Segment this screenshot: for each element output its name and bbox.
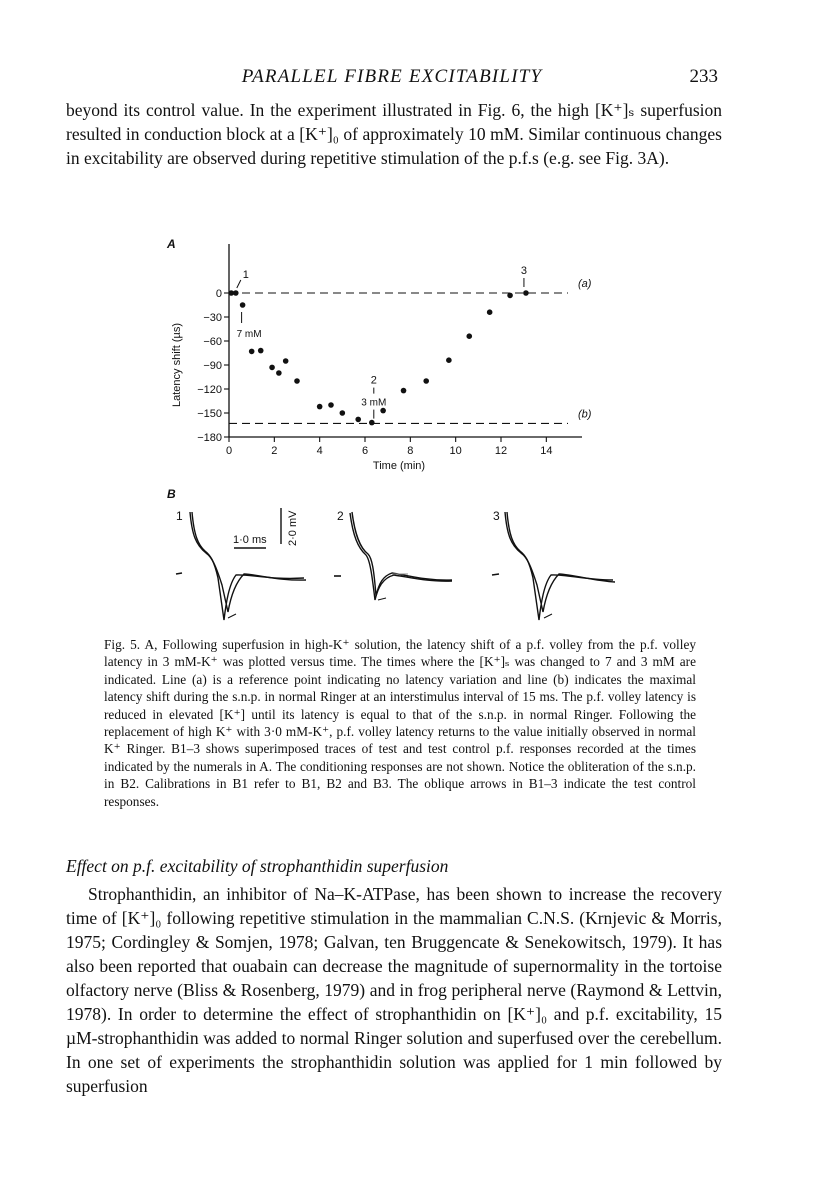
data-point — [317, 404, 323, 410]
panel-b-label: B — [167, 487, 176, 501]
section-heading: Effect on p.f. excitability of strophanthidin superfusion — [66, 856, 449, 876]
trace-label: 2 — [337, 509, 344, 523]
y-axis-label: Latency shift (µs) — [171, 323, 183, 407]
x-tick-label: 8 — [407, 445, 414, 457]
data-point — [258, 348, 264, 354]
data-point — [340, 410, 346, 416]
test-trace — [507, 512, 613, 620]
data-point — [269, 365, 275, 371]
oblique-arrow — [544, 614, 552, 618]
data-point — [240, 302, 246, 308]
data-point — [294, 378, 300, 384]
panel-a-label: A — [167, 237, 176, 251]
stimulus-artifact — [492, 574, 499, 575]
data-point — [249, 349, 255, 355]
body-paragraph: Strophanthidin, an inhibitor of Na–K-ATPase, has been shown to increase the recovery time of [K⁺]₀ following repetitive stimulation in the mammalian C.N.S. (Krnjevic & Morris, 1975; Cordingley & Somjen, 1978; Galvan, ten Bruggencate & Senekowitsch, 1979). It has also been reported that ouabain can decrease the magnitude of supernormality in the tortoise olfactory nerve (Bliss & Rosenberg, 1979) and in frog peripheral nerve (Raymond & Lettvin, 1978). In order to determine the effect of strophanthidin on [K⁺]₀ and p.f. excitability, 15 µM-strophanthidin was added to normal Ringer solution and superfused over the cerebellum. In one set of experiments the strophanthidin solution was applied for 1 min followed by superfusion — [66, 884, 722, 1096]
x-tick-label: 14 — [540, 445, 553, 457]
annotation-label: 2 — [370, 374, 377, 387]
oblique-arrow — [228, 614, 236, 618]
annotation-arrow — [237, 280, 241, 288]
data-point — [328, 402, 334, 408]
trace-label: 3 — [493, 509, 500, 523]
annotation-label: 1 — [242, 269, 249, 281]
data-point — [369, 420, 375, 426]
voltage-calibration-label: 2·0 mV — [287, 510, 299, 546]
data-point — [446, 357, 452, 363]
data-point — [401, 388, 407, 394]
x-axis-label: Time (min) — [372, 460, 426, 472]
x-tick-label: 10 — [449, 445, 462, 457]
x-tick-label: 6 — [361, 445, 369, 457]
trace-panel-b2 — [334, 509, 452, 600]
data-point — [507, 293, 513, 299]
y-tick-label: −60 — [203, 336, 222, 348]
data-point — [423, 378, 429, 384]
figure-caption: Fig. 5. A, Following superfusion in high-K⁺ solution, the latency shift of a p.f. volley from the p.f. volley latency in 3 mM-K⁺ was plotted versus time. The times where the [K⁺]ₛ was changed to 7 and 3 mM are indicated. Line (a) is a reference point indicating no latency variation and line (b) indicates the maximal latency shift during the s.n.p. in normal Ringer at an interstimulus interval of 15 ms. The p.f. volley latency is reduced in elevated [K⁺] until its latency is equal to that of the s.n.p. in normal Ringer. Following the replacement of high K⁺ with 3·0 mM-K⁺, p.f. volley latency returns to the value initially observed in normal K⁺ Ringer. B1–3 shows superimposed traces of test and test control p.f. responses recorded at the times indicated by the numerals in A. The conditioning responses are not shown. Notice the obliteration of the s.n.p. in B2. Calibrations in B1 refer to B1, B2 and B3. The oblique arrows in B1–3 indicate the test control responses. — [104, 637, 696, 809]
x-tick-label: 4 — [316, 445, 323, 457]
reference-line-label: (a) — [578, 278, 592, 290]
y-tick-label: −90 — [203, 360, 222, 372]
data-point — [487, 309, 493, 315]
y-tick-label: 0 — [215, 288, 222, 300]
test-trace — [352, 512, 452, 596]
y-tick-label: −150 — [197, 408, 222, 420]
y-tick-label: −180 — [197, 432, 222, 444]
intro-paragraph: beyond its control value. In the experiment illustrated in Fig. 6, the high [K⁺]ₛ superfusion resulted in conduction block at a [K⁺]₀ of approximately 10 mM. Similar continuous changes in excitability are observed during repetitive stimulation of the p.f.s (e.g. see Fig. 3A). — [66, 100, 722, 168]
data-point — [276, 370, 282, 376]
trace-panel-b3 — [492, 509, 615, 620]
test-control-trace — [505, 512, 615, 612]
x-tick-label: 2 — [271, 445, 278, 457]
reference-line-label: (b) — [578, 408, 592, 421]
test-control-trace — [350, 513, 452, 600]
stimulus-artifact — [176, 573, 182, 574]
data-point — [466, 333, 472, 339]
annotation-label: 3 mM — [361, 397, 387, 409]
time-calibration-label: 1·0 ms — [233, 534, 267, 546]
oblique-arrow — [378, 598, 386, 600]
running-title: PARALLEL FIBRE EXCITABILITY — [241, 66, 543, 87]
y-tick-label: −120 — [197, 384, 222, 396]
data-point — [233, 290, 239, 296]
x-tick-label: 12 — [494, 445, 508, 457]
page-number: 233 — [689, 66, 718, 87]
data-point — [523, 290, 529, 296]
data-point — [380, 408, 386, 414]
annotation-label: 7 mM — [236, 329, 262, 340]
trace-label: 1 — [176, 509, 183, 523]
x-tick-label: 0 — [225, 445, 233, 457]
latency-scatter-plot — [171, 244, 592, 472]
data-point — [355, 417, 361, 423]
y-tick-label: −30 — [203, 312, 222, 324]
trace-panel-b1 — [176, 508, 306, 620]
annotation-label: 3 — [520, 265, 527, 277]
data-point — [283, 358, 289, 364]
